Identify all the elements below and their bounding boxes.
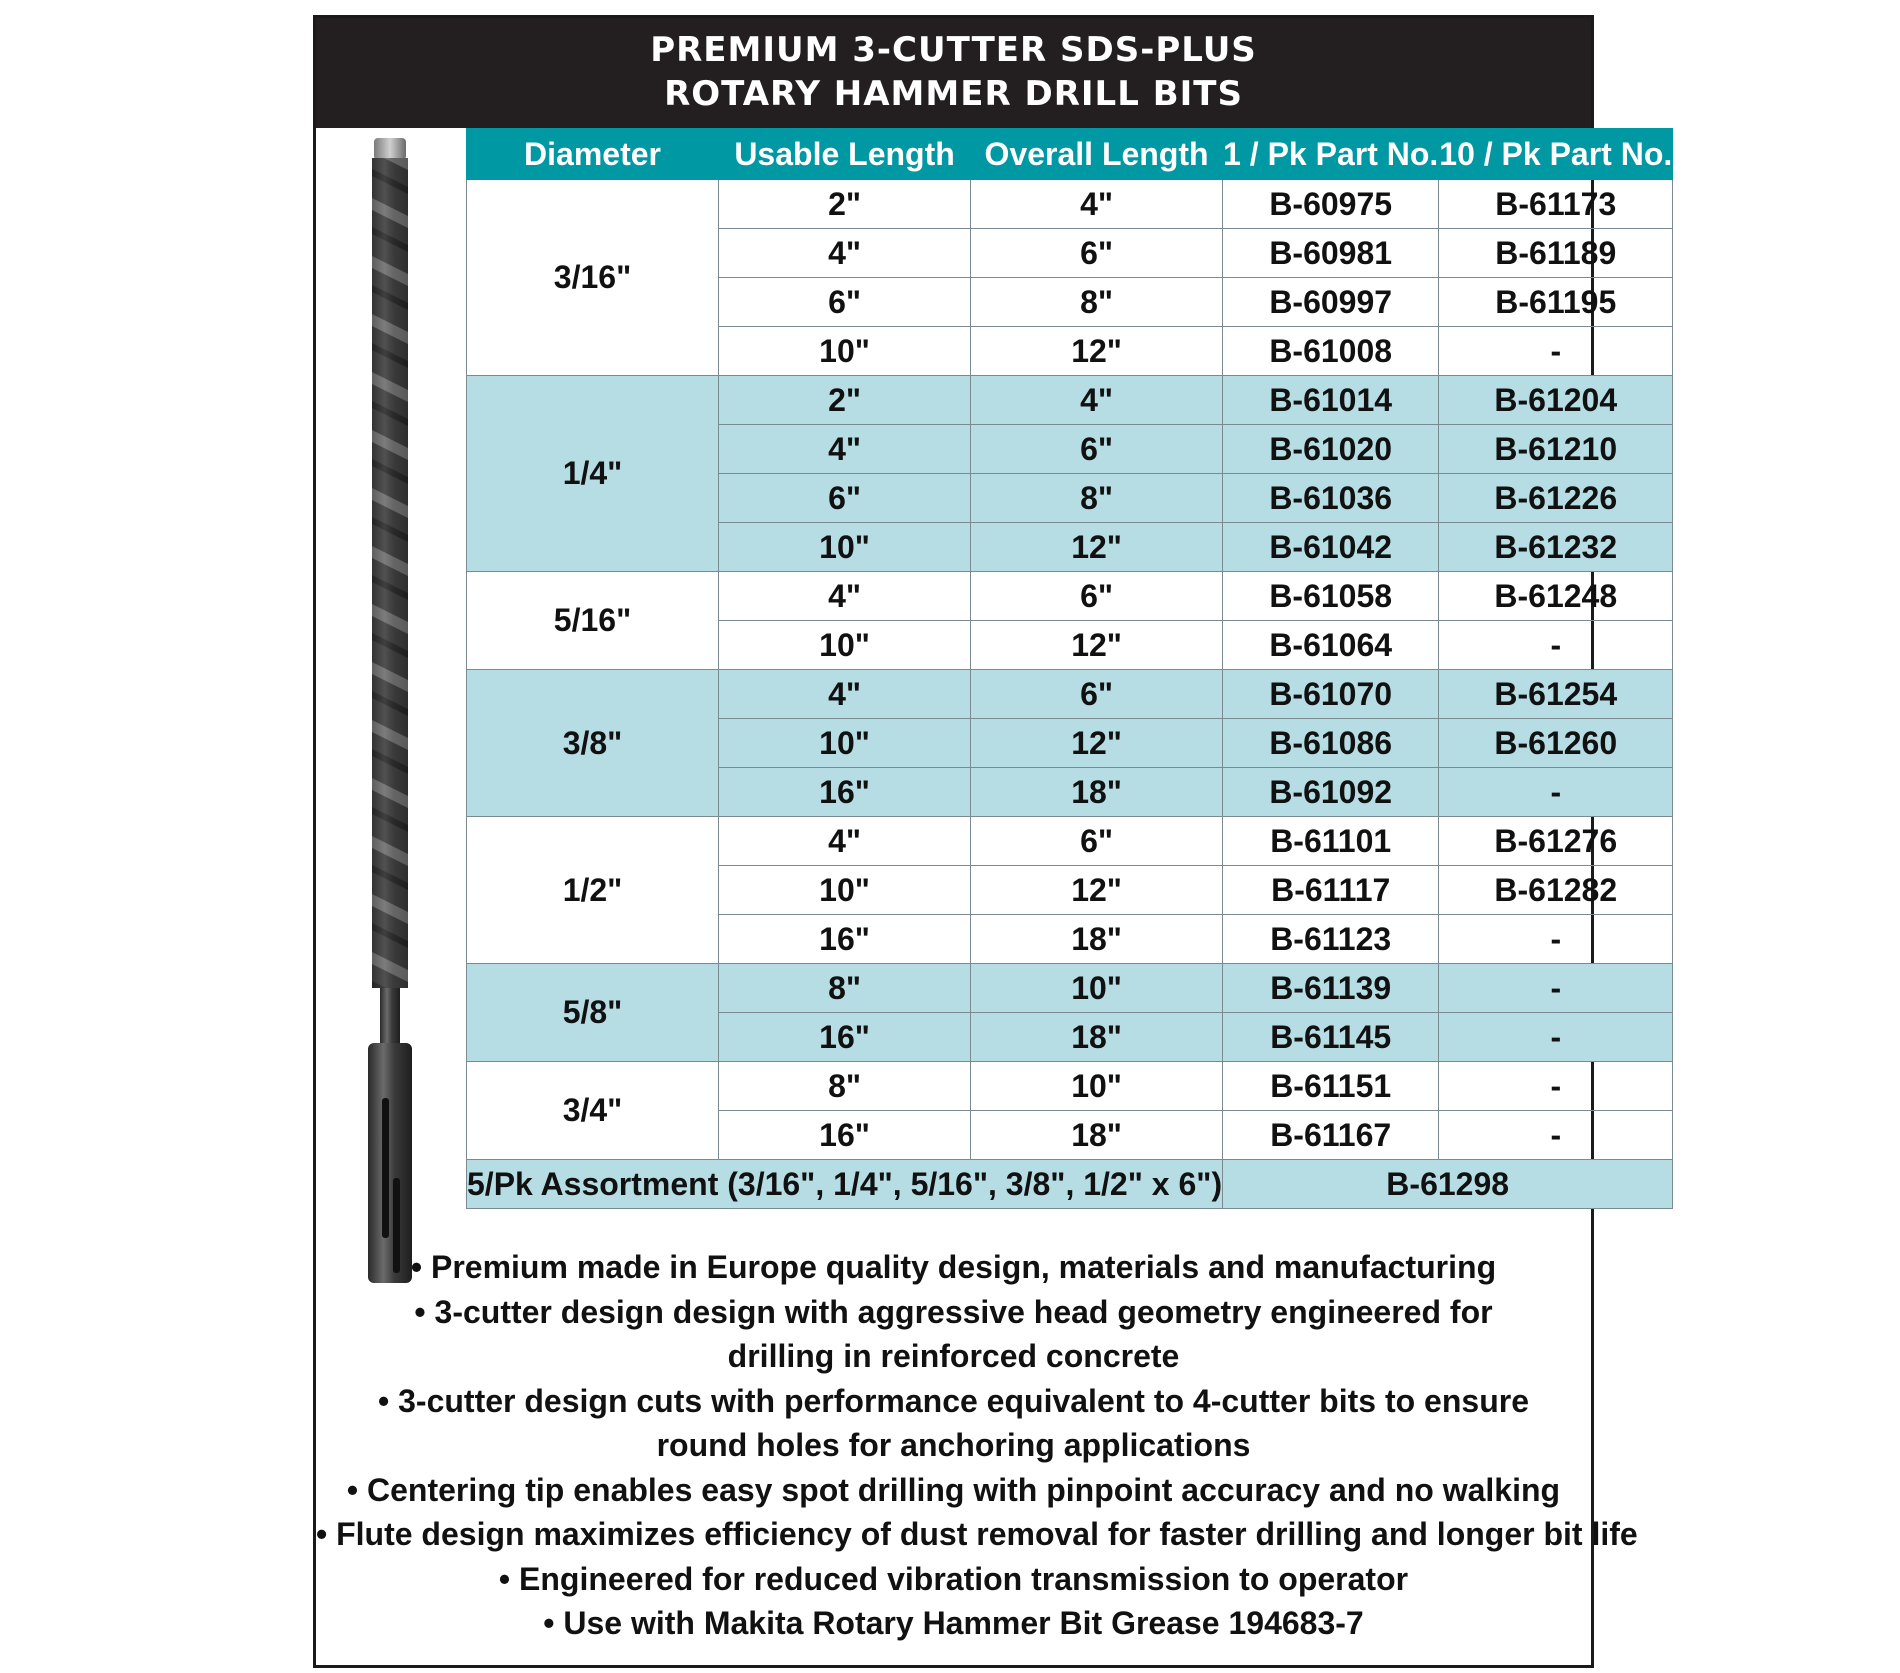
part-10pk-cell: B-61189	[1439, 229, 1673, 278]
part-10pk-cell: B-61260	[1439, 719, 1673, 768]
page-title	[316, 18, 1591, 128]
usable-length-cell: 16"	[719, 1013, 971, 1062]
table-row	[467, 817, 1673, 866]
header-row	[467, 129, 1673, 180]
part-1pk-cell: B-61086	[1223, 719, 1439, 768]
part-10pk-cell: B-61204	[1439, 376, 1673, 425]
part-10pk-cell: -	[1439, 768, 1673, 817]
feature-line: • Centering tip enables easy spot drilling with pinpoint accuracy and no walking	[346, 1471, 1561, 1508]
usable-length-cell: 10"	[719, 866, 971, 915]
overall-length-cell: 6"	[971, 670, 1223, 719]
usable-length-cell: 16"	[719, 915, 971, 964]
usable-length-cell: 4"	[719, 229, 971, 278]
part-10pk-cell: B-61173	[1439, 180, 1673, 229]
overall-length-cell: 10"	[971, 1062, 1223, 1111]
feature-line: • Engineered for reduced vibration transmission to operator	[498, 1560, 1409, 1597]
part-10pk-cell: -	[1439, 621, 1673, 670]
diameter-cell: 1/2"	[467, 817, 719, 964]
table-row	[467, 670, 1673, 719]
part-10pk-cell: B-61276	[1439, 817, 1673, 866]
usable-length-cell: 16"	[719, 1111, 971, 1160]
overall-length-cell: 8"	[971, 474, 1223, 523]
overall-length-cell: 12"	[971, 719, 1223, 768]
part-1pk-cell: B-61020	[1223, 425, 1439, 474]
header-10pk-part-no: 10 / Pk Part No.	[1439, 129, 1673, 180]
header-overall-length: Overall Length	[971, 129, 1223, 180]
overall-length-cell: 6"	[971, 425, 1223, 474]
usable-length-cell: 8"	[719, 964, 971, 1013]
part-1pk-cell: B-61070	[1223, 670, 1439, 719]
overall-length-cell: 6"	[971, 572, 1223, 621]
overall-length-cell: 12"	[971, 523, 1223, 572]
table-row	[467, 376, 1673, 425]
part-10pk-cell: B-61195	[1439, 278, 1673, 327]
usable-length-cell: 10"	[719, 621, 971, 670]
part-10pk-cell: B-61210	[1439, 425, 1673, 474]
overall-length-cell: 18"	[971, 1013, 1223, 1062]
part-1pk-cell: B-61145	[1223, 1013, 1439, 1062]
part-10pk-cell: B-61232	[1439, 523, 1673, 572]
spec-table	[466, 128, 1673, 1209]
feature-line: • 3-cutter design cuts with performance equivalent to 4-cutter bits to ensure	[378, 1382, 1529, 1419]
part-1pk-cell: B-61117	[1223, 866, 1439, 915]
part-1pk-cell: B-61058	[1223, 572, 1439, 621]
usable-length-cell: 4"	[719, 572, 971, 621]
part-10pk-cell: -	[1439, 964, 1673, 1013]
overall-length-cell: 8"	[971, 278, 1223, 327]
part-1pk-cell: B-61101	[1223, 817, 1439, 866]
diameter-cell: 1/4"	[467, 376, 719, 572]
part-1pk-cell: B-61014	[1223, 376, 1439, 425]
header-usable-length: Usable Length	[719, 129, 971, 180]
overall-length-cell: 12"	[971, 866, 1223, 915]
part-1pk-cell: B-61036	[1223, 474, 1439, 523]
spec-body	[467, 180, 1673, 1209]
header-1pk-part-no: 1 / Pk Part No.	[1223, 129, 1439, 180]
feature-line: • 3-cutter design design with aggressive head geometry engineered for	[414, 1293, 1493, 1330]
usable-length-cell: 4"	[719, 817, 971, 866]
feature-line: round holes for anchoring applications	[656, 1427, 1251, 1463]
usable-length-cell: 8"	[719, 1062, 971, 1111]
overall-length-cell: 12"	[971, 621, 1223, 670]
feature-line: • Use with Makita Rotary Hammer Bit Grease 194683-7	[543, 1605, 1364, 1641]
table-row	[467, 964, 1673, 1013]
part-10pk-cell: B-61226	[1439, 474, 1673, 523]
part-1pk-cell: B-61092	[1223, 768, 1439, 817]
part-1pk-cell: B-61042	[1223, 523, 1439, 572]
usable-length-cell: 4"	[719, 425, 971, 474]
part-1pk-cell: B-60975	[1223, 180, 1439, 229]
diameter-cell: 5/8"	[467, 964, 719, 1062]
title-line-2: ROTARY HAMMER DRILL BITS	[664, 74, 1243, 114]
product-spec-sheet	[313, 15, 1673, 1668]
feature-line: • Premium made in Europe quality design, materials and manufacturing	[410, 1249, 1497, 1285]
part-1pk-cell: B-61167	[1223, 1111, 1439, 1160]
table-row	[467, 1062, 1673, 1111]
part-1pk-cell: B-61008	[1223, 327, 1439, 376]
part-10pk-cell: -	[1439, 1013, 1673, 1062]
usable-length-cell: 6"	[719, 474, 971, 523]
usable-length-cell: 4"	[719, 670, 971, 719]
part-1pk-cell: B-61064	[1223, 621, 1439, 670]
usable-length-cell: 10"	[719, 327, 971, 376]
overall-length-cell: 4"	[971, 376, 1223, 425]
overall-length-cell: 10"	[971, 964, 1223, 1013]
table-row	[467, 572, 1673, 621]
assortment-label: 5/Pk Assortment (3/16", 1/4", 5/16", 3/8", 1/2" x 6")	[467, 1160, 1223, 1209]
part-1pk-cell: B-61151	[1223, 1062, 1439, 1111]
table-row	[467, 180, 1673, 229]
part-10pk-cell: B-61248	[1439, 572, 1673, 621]
diameter-cell: 3/4"	[467, 1062, 719, 1160]
usable-length-cell: 6"	[719, 278, 971, 327]
part-1pk-cell: B-61139	[1223, 964, 1439, 1013]
usable-length-cell: 2"	[719, 180, 971, 229]
diameter-cell: 5/16"	[467, 572, 719, 670]
part-10pk-cell: -	[1439, 1111, 1673, 1160]
part-10pk-cell: -	[1439, 1062, 1673, 1111]
part-10pk-cell: B-61282	[1439, 866, 1673, 915]
overall-length-cell: 6"	[971, 817, 1223, 866]
overall-length-cell: 18"	[971, 915, 1223, 964]
feature-line: drilling in reinforced concrete	[727, 1338, 1180, 1374]
overall-length-cell: 6"	[971, 229, 1223, 278]
usable-length-cell: 2"	[719, 376, 971, 425]
diameter-cell: 3/8"	[467, 670, 719, 817]
usable-length-cell: 10"	[719, 719, 971, 768]
assortment-part-no: B-61298	[1223, 1160, 1673, 1209]
overall-length-cell: 18"	[971, 768, 1223, 817]
overall-length-cell: 4"	[971, 180, 1223, 229]
assortment-row	[467, 1160, 1673, 1209]
part-1pk-cell: B-61123	[1223, 915, 1439, 964]
sds-plus-drill-bit-icon	[360, 138, 420, 1283]
part-10pk-cell: B-61254	[1439, 670, 1673, 719]
overall-length-cell: 12"	[971, 327, 1223, 376]
feature-line: • Flute design maximizes efficiency of dust removal for faster drilling and longer bit life	[316, 1516, 1638, 1552]
part-10pk-cell: -	[1439, 327, 1673, 376]
part-10pk-cell: -	[1439, 915, 1673, 964]
overall-length-cell: 18"	[971, 1111, 1223, 1160]
header-diameter: Diameter	[467, 129, 719, 180]
diameter-cell: 3/16"	[467, 180, 719, 376]
part-1pk-cell: B-60981	[1223, 229, 1439, 278]
part-1pk-cell: B-60997	[1223, 278, 1439, 327]
feature-list	[316, 1245, 1638, 1646]
usable-length-cell: 10"	[719, 523, 971, 572]
usable-length-cell: 16"	[719, 768, 971, 817]
title-line-1: PREMIUM 3-CUTTER SDS-PLUS	[650, 30, 1257, 70]
